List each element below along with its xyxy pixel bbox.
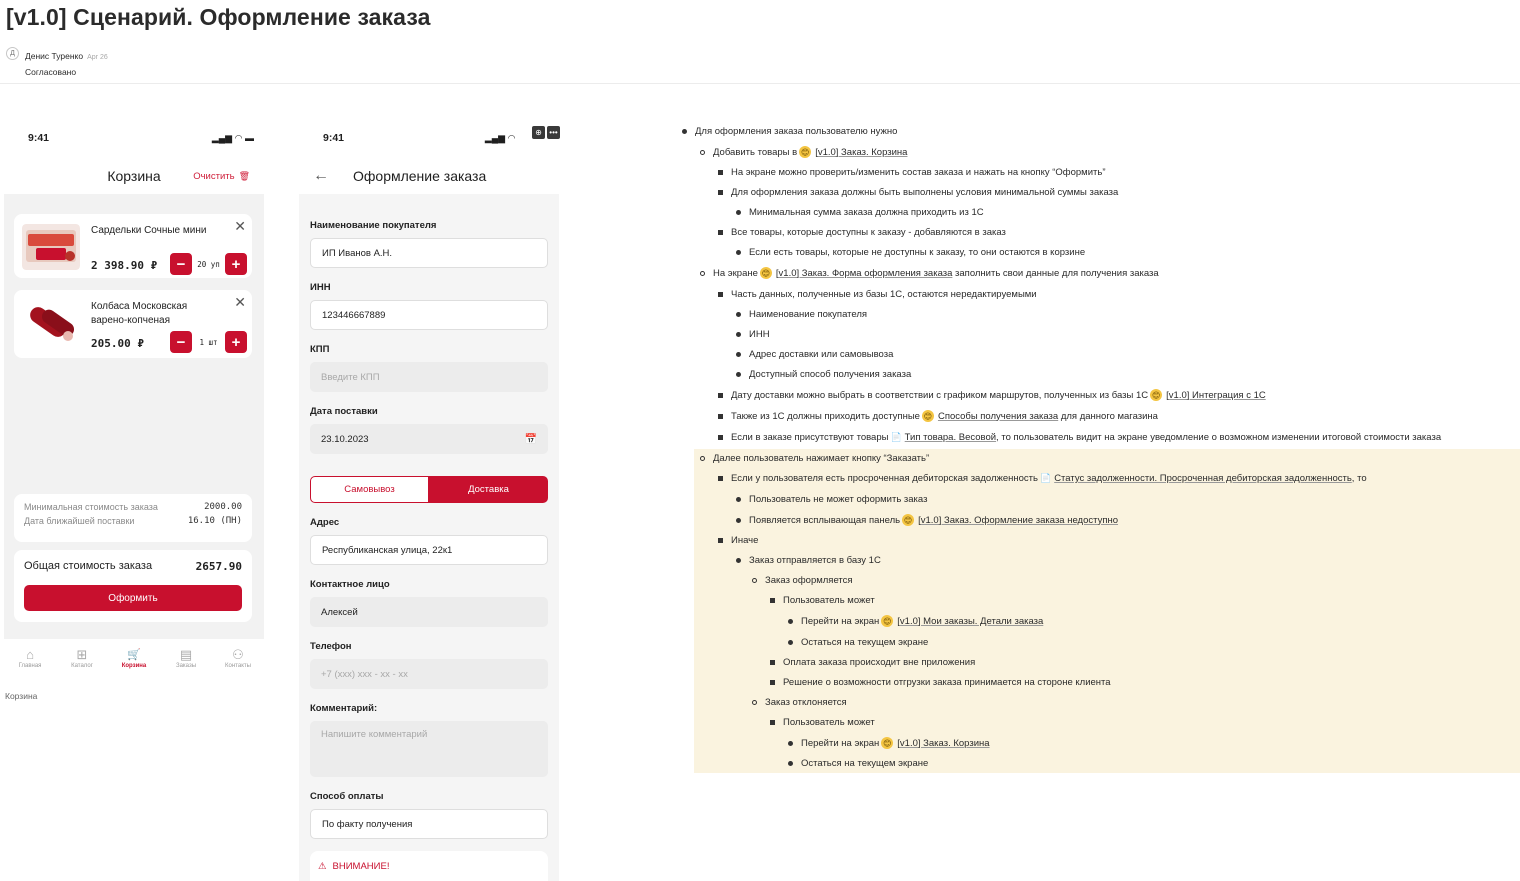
cart-item[interactable]	[14, 214, 252, 278]
wifi-icon: ◠	[235, 132, 242, 143]
bullet	[770, 680, 775, 685]
list-text: заполнить свои данные для получения заказа	[955, 267, 1159, 279]
bullet	[736, 332, 741, 337]
delivery-date-label: Дата поставки	[310, 406, 378, 417]
bullet	[752, 700, 757, 705]
list-item	[718, 289, 1037, 300]
list-text: для данного магазина	[1060, 410, 1158, 422]
list-text: Иначе	[731, 535, 759, 546]
warning-text: ВНИМАНИЕ!	[332, 860, 390, 872]
payment-field[interactable]: По факту получения	[310, 809, 548, 839]
bullet	[682, 129, 687, 134]
bullet	[718, 538, 723, 543]
list-text: Наименование покупателя	[749, 309, 868, 320]
list-item	[736, 514, 1118, 526]
tab-home[interactable]	[8, 647, 52, 669]
list-text: Заказ отклоняется	[765, 697, 847, 708]
status-bar	[4, 118, 264, 158]
list-item	[736, 247, 1085, 258]
min-order-label: Минимальная стоимость заказа	[24, 502, 158, 512]
bullet	[736, 250, 741, 255]
bullet	[718, 230, 723, 235]
list-text: Часть данных, полученные из базы 1С, остаются нередактируемыми	[731, 289, 1037, 300]
tab-label: Заказы	[175, 663, 197, 669]
bullet	[736, 210, 741, 215]
list-item	[788, 637, 928, 648]
grid-icon: ⊞	[76, 647, 88, 662]
orders-icon: ▤	[179, 647, 193, 662]
list-text: , то	[1351, 473, 1367, 484]
quantity-stepper	[170, 331, 247, 353]
more-icon[interactable]: •••	[547, 126, 560, 139]
bullet	[788, 619, 793, 624]
list-text: Пользователь не может оформить заказ	[749, 494, 928, 505]
cart-screen-mockup	[4, 118, 264, 683]
list-text: ИНН	[749, 329, 770, 340]
payment-label: Способ оплаты	[310, 791, 384, 802]
list-text: Заказ отправляется в базу 1С	[749, 555, 881, 566]
warning-banner	[310, 851, 548, 881]
back-arrow-icon[interactable]: ←	[313, 167, 329, 184]
page-link[interactable]: [v1.0] Заказ. Корзина	[897, 737, 990, 749]
inn-label: ИНН	[310, 282, 331, 293]
list-item	[788, 615, 1043, 627]
bullet	[700, 456, 705, 461]
list-item	[718, 187, 1118, 198]
list-item	[736, 329, 770, 340]
cart-item-price: 205.00 ₽	[91, 337, 144, 350]
list-item	[770, 677, 1111, 688]
status-bar	[299, 118, 559, 158]
list-item	[770, 657, 975, 668]
pickup-option[interactable]: Самовывоз	[310, 476, 429, 503]
bullet	[736, 518, 741, 523]
decrease-button[interactable]: −	[170, 331, 192, 353]
smile-icon: 😊	[801, 147, 810, 157]
bottom-tab-bar	[4, 639, 264, 683]
remove-item-icon[interactable]: ✕	[234, 294, 246, 310]
signal-icon: ▂▄▆	[211, 132, 233, 143]
bullet	[700, 271, 705, 276]
list-text: Дату доставки можно выбрать в соответствии с графиком маршрутов, полученных из базы 1С	[731, 389, 1149, 401]
address-field[interactable]: Республиканская улица, 22к1	[310, 535, 548, 565]
battery-icon: ▬	[245, 133, 254, 143]
bullet	[770, 720, 775, 725]
tab-catalog[interactable]	[60, 647, 104, 669]
bullet	[718, 292, 723, 297]
checkout-title: Оформление заказа	[353, 168, 487, 184]
inn-field[interactable]: 123446667889	[310, 300, 548, 330]
delivery-option[interactable]: Доставка	[429, 476, 548, 503]
list-text: Если у пользователя есть просроченная дебиторская задолженность	[731, 473, 1038, 484]
quantity-value[interactable]: 20 уп	[197, 259, 220, 269]
list-item	[718, 535, 758, 546]
list-text: Минимальная сумма заказа должна приходить из 1С	[749, 207, 984, 218]
list-item	[788, 758, 928, 769]
kpp-field[interactable]: Введите КПП	[310, 362, 548, 392]
cart-header	[4, 158, 264, 194]
smile-icon: 😊	[1151, 390, 1161, 400]
list-text: Остаться на текущем экране	[801, 637, 929, 648]
bullet	[770, 598, 775, 603]
smile-icon: 😊	[761, 268, 771, 278]
avatar[interactable]: Д	[6, 47, 19, 60]
phone-field[interactable]: +7 (xxx) xxx - xx - xx	[310, 659, 548, 689]
list-text: Перейти на экран	[801, 737, 880, 749]
list-item	[718, 410, 1158, 422]
next-delivery-label: Дата ближайшей поставки	[24, 516, 135, 526]
list-text: Заказ оформляется	[765, 575, 853, 586]
home-icon: ⌂	[26, 647, 34, 662]
bullet	[718, 170, 723, 175]
bullet	[718, 393, 723, 398]
contacts-icon: ⚇	[232, 647, 244, 662]
document-icon: 📄	[1039, 473, 1052, 483]
order-total-card	[14, 550, 252, 622]
warning-icon: ⚠	[318, 860, 327, 872]
kpp-label: КПП	[310, 344, 330, 355]
page-link[interactable]: Способы получения заказа	[937, 410, 1059, 422]
comment-label: Комментарий:	[310, 703, 378, 714]
edit-date: Apr 26	[87, 54, 108, 61]
page-link[interactable]: [v1.0] Заказ. Форма оформления заказа	[775, 267, 953, 279]
page-link[interactable]: Статус задолженности. Просроченная дебиторская задолженность	[1054, 473, 1352, 484]
wifi-icon: ◠	[508, 132, 515, 143]
checkout-form	[299, 200, 559, 881]
list-text: Если в заказе присутствуют товары	[731, 432, 889, 443]
page-title: [v1.0] Сценарий. Оформление заказа	[6, 4, 431, 30]
list-item	[752, 697, 847, 708]
decrease-button[interactable]: −	[170, 253, 192, 275]
bullet	[700, 150, 705, 155]
bullet	[736, 372, 741, 377]
list-text: Перейти на экран	[801, 615, 880, 627]
delivery-date-field[interactable]	[310, 424, 548, 454]
bullet	[736, 558, 741, 563]
bullet	[752, 578, 757, 583]
list-item	[736, 309, 867, 320]
product-image-sausages	[22, 224, 80, 270]
bullet	[736, 497, 741, 502]
list-text: Все товары, которые доступны к заказу - добавляются в заказ	[731, 227, 1006, 238]
contact-label: Контактное лицо	[310, 579, 390, 590]
list-text: Для оформления заказа пользователю нужно	[695, 126, 898, 137]
embed-toolbar	[532, 126, 560, 139]
list-item	[718, 389, 1266, 401]
list-text: Добавить товары в	[713, 146, 798, 158]
status-time: 9:41	[323, 132, 345, 144]
cart-item[interactable]	[14, 290, 252, 358]
product-image-salami	[22, 300, 80, 346]
tab-label: Главная	[18, 663, 42, 669]
buyer-field[interactable]: ИП Иванов А.Н.	[310, 238, 548, 268]
quantity-stepper	[170, 253, 247, 275]
list-item	[736, 555, 881, 566]
bullet	[788, 640, 793, 645]
list-text: Остаться на текущем экране	[801, 758, 929, 769]
list-text: Адрес доставки или самовывоза	[749, 349, 894, 360]
tab-label: Корзина	[121, 663, 147, 669]
bullet	[718, 190, 723, 195]
smile-icon: 😊	[923, 411, 933, 421]
tab-orders[interactable]	[164, 647, 208, 669]
delivery-date-value: 23.10.2023	[321, 433, 369, 445]
mockup-caption: Корзина	[5, 691, 38, 701]
remove-item-icon[interactable]: ✕	[234, 218, 246, 234]
smile-icon: 😊	[883, 738, 892, 748]
list-item	[736, 494, 927, 505]
list-text: Решение о возможности отгрузки заказа принимается на стороне клиента	[783, 677, 1111, 688]
tab-label: Каталог	[71, 663, 93, 669]
list-text: Для оформления заказа должны быть выполнены условия минимальной суммы заказа	[731, 187, 1119, 198]
bullet	[718, 414, 723, 419]
document-icon: 📄	[890, 432, 902, 442]
list-item	[700, 146, 907, 158]
buyer-label: Наименование покупателя	[310, 220, 437, 231]
signal-icon: ▂▄▆	[484, 132, 506, 143]
list-item	[718, 432, 1441, 443]
checkout-button[interactable]: Оформить	[24, 585, 242, 611]
increase-button[interactable]: +	[225, 331, 247, 353]
list-text: Далее пользователь нажимает кнопку “Заказать”	[713, 453, 930, 464]
clear-cart-label: Очистить	[193, 170, 235, 182]
calendar-icon[interactable]: 📅	[524, 433, 537, 445]
list-item	[752, 575, 853, 586]
increase-button[interactable]: +	[225, 253, 247, 275]
bullet	[770, 660, 775, 665]
zoom-icon[interactable]: ⊕	[532, 126, 545, 139]
bullet	[788, 741, 793, 746]
list-item	[718, 227, 1006, 238]
total-label: Общая стоимость заказа	[24, 560, 153, 572]
bullet	[736, 312, 741, 317]
min-order-value: 2000.00	[204, 502, 242, 512]
status-time: 9:41	[28, 132, 50, 144]
delivery-method-toggle	[310, 476, 548, 503]
cart-icon: 🛒	[127, 649, 141, 661]
list-item	[718, 167, 1106, 178]
list-text: Появляется всплывающая панель	[749, 514, 901, 526]
bullet	[718, 476, 723, 481]
smile-icon: 😊	[903, 515, 913, 525]
address-label: Адрес	[310, 517, 340, 528]
cart-item-name: Сардельки Сочные мини	[91, 225, 207, 236]
order-summary	[14, 494, 252, 542]
list-text: Оплата заказа происходит вне приложения	[783, 657, 976, 668]
phone-label: Телефон	[310, 641, 352, 652]
list-item	[736, 349, 893, 360]
list-item	[736, 369, 911, 380]
tab-label: Контакты	[225, 663, 251, 669]
list-item	[718, 473, 1367, 484]
list-text: Пользователь может	[783, 717, 875, 728]
list-text: , то пользователь видит на экране уведомление о возможном изменении итоговой стоимости заказа	[996, 432, 1442, 443]
author-name[interactable]: Денис Туренко	[25, 51, 84, 61]
cart-title: Корзина	[107, 168, 161, 184]
bullet	[788, 761, 793, 766]
quantity-value[interactable]: 1 шт	[199, 337, 218, 347]
checkout-header	[299, 158, 559, 194]
cart-item-price: 2 398.90 ₽	[91, 259, 158, 272]
trash-icon: 🗑	[238, 170, 250, 181]
page-link[interactable]: [v1.0] Заказ. Оформление заказа недоступно	[918, 514, 1119, 526]
page-link[interactable]: [v1.0] Мои заказы. Детали заказа	[897, 615, 1044, 627]
total-value: 2657.90	[195, 560, 242, 573]
page-meta	[6, 46, 108, 77]
page-link[interactable]: [v1.0] Интеграция с 1С	[1166, 389, 1266, 401]
list-item	[700, 267, 1159, 279]
list-text: Также из 1С должны приходить доступные	[731, 410, 920, 422]
clear-cart-button[interactable]	[193, 171, 250, 182]
bullet	[718, 435, 723, 440]
tab-contacts[interactable]	[216, 647, 260, 669]
list-text: На экране	[713, 267, 758, 279]
list-item	[770, 717, 875, 728]
checkout-screen-mockup	[299, 118, 559, 881]
comment-field[interactable]: Напишите комментарий	[310, 721, 548, 777]
smile-icon: 😊	[883, 616, 892, 626]
list-item	[770, 595, 875, 606]
list-item	[682, 126, 897, 137]
cart-item-name: Колбаса Московская варено-копченая	[91, 301, 188, 326]
list-item	[788, 737, 990, 749]
bullet	[736, 352, 741, 357]
contact-field[interactable]: Алексей	[310, 597, 548, 627]
page-link[interactable]: Тип товара. Весовой	[904, 432, 997, 443]
header-divider	[0, 83, 1520, 84]
list-text: Если есть товары, которые не доступны к заказу, то они остаются в корзине	[749, 247, 1086, 258]
list-text: Пользователь может	[783, 595, 875, 606]
page-link[interactable]: [v1.0] Заказ. Корзина	[815, 146, 908, 158]
list-text: На экране можно проверить/изменить состав заказа и нажать на кнопку “Оформить”	[731, 167, 1106, 178]
list-text: Доступный способ получения заказа	[749, 369, 912, 380]
list-item	[700, 453, 929, 464]
approval-status: Согласовано	[25, 67, 77, 77]
tab-cart[interactable]	[112, 647, 156, 669]
list-item	[736, 207, 984, 218]
next-delivery-value: 16.10 (ПН)	[187, 516, 242, 526]
